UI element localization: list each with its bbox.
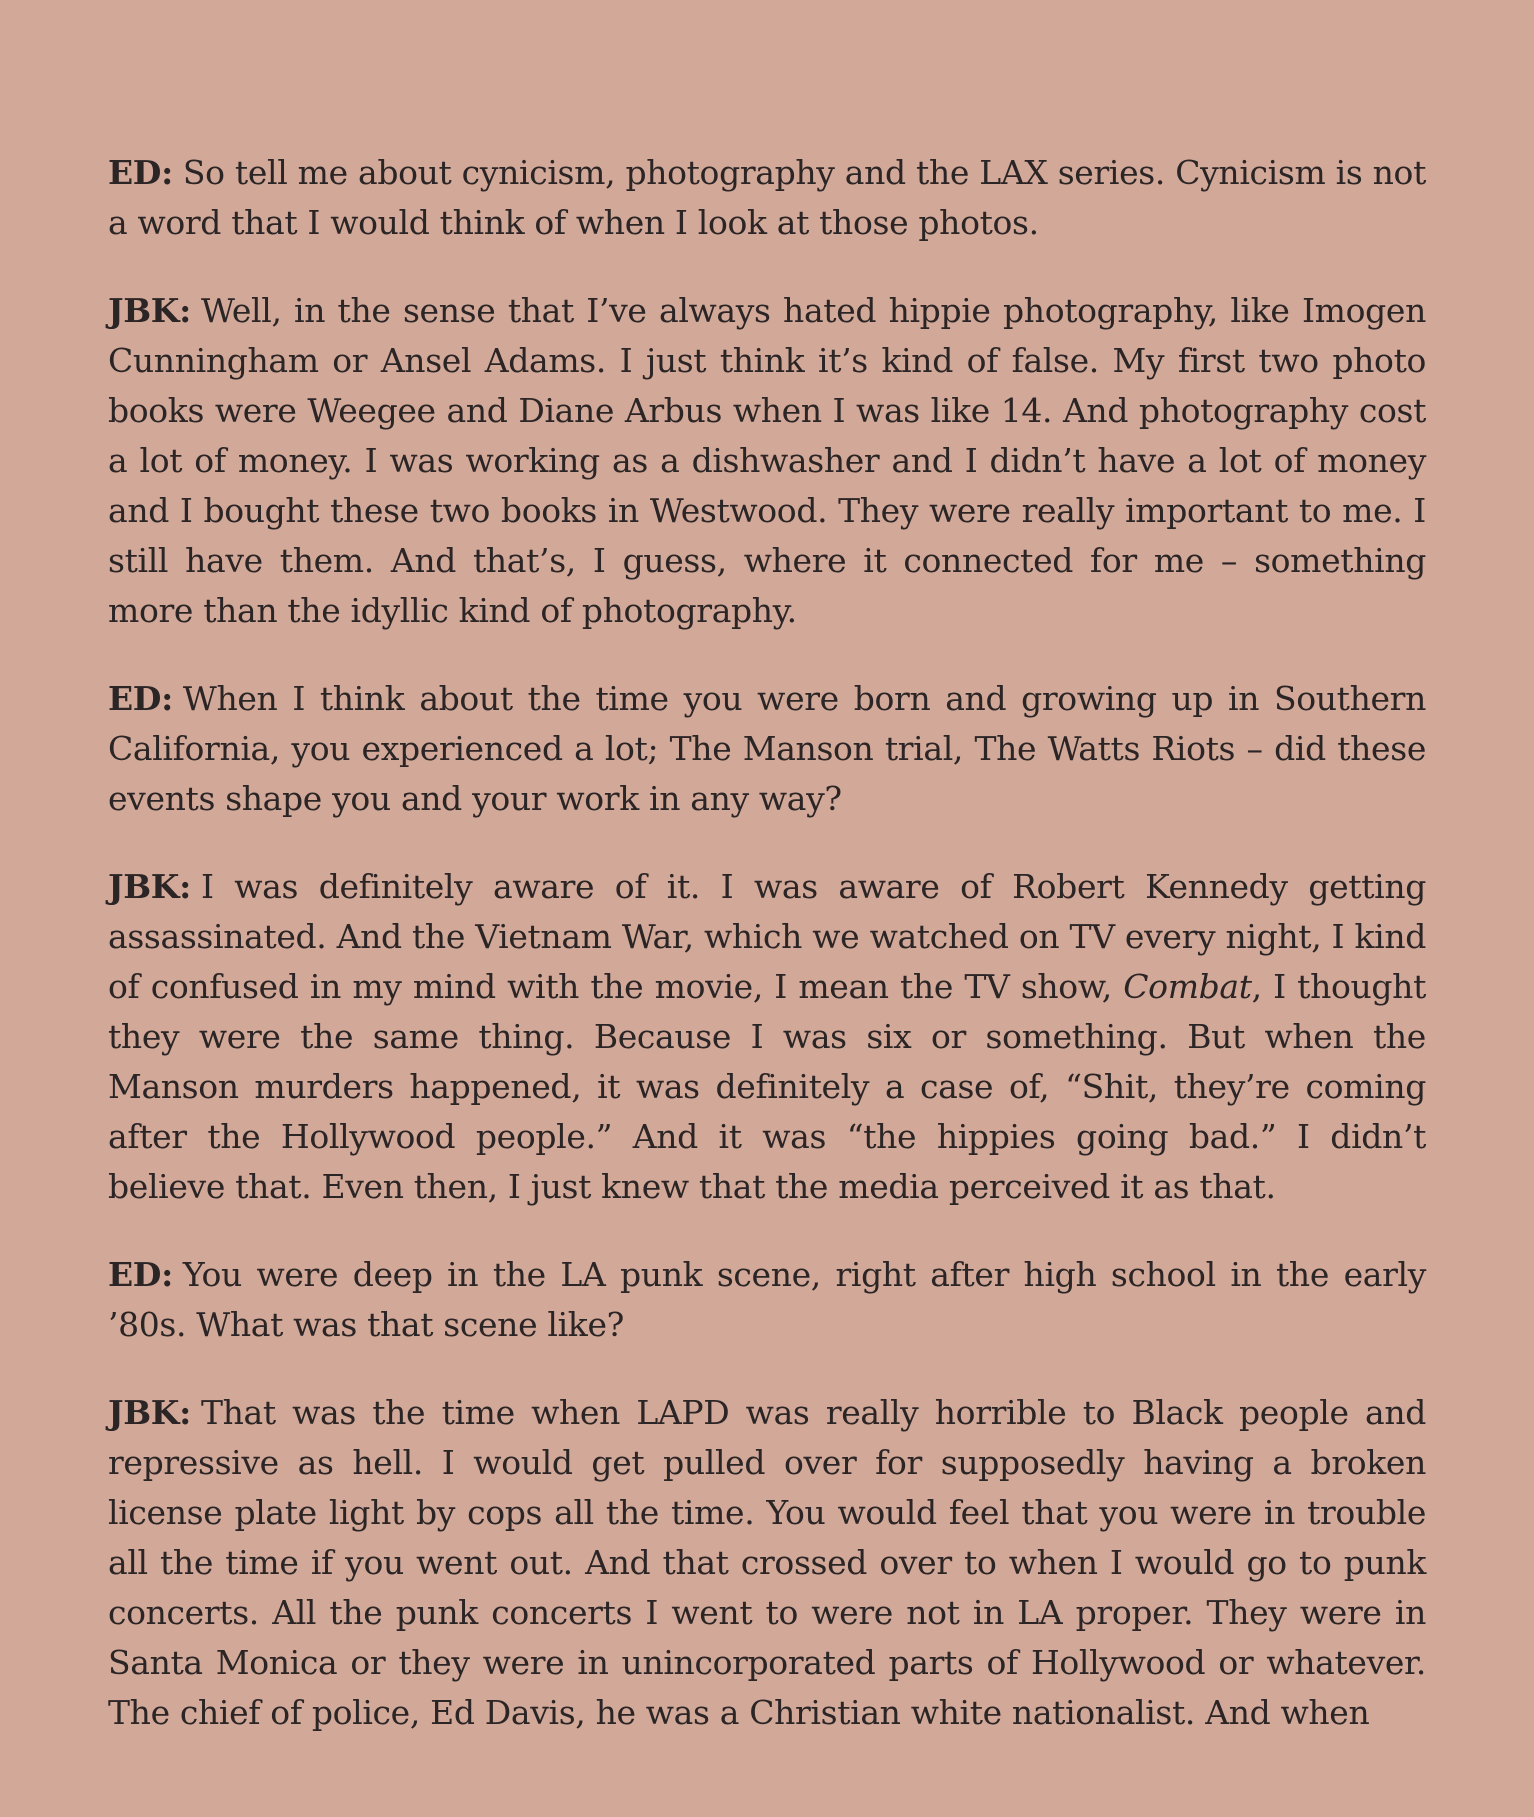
speaker-label: JBK: [108,867,191,906]
interview-paragraph-4 [108,862,1426,1212]
speaker-label: ED: [108,1255,173,1294]
interview-paragraph-6 [108,1388,1426,1738]
speaker-label: JBK: [108,291,191,330]
paragraph-text: You were deep in the LA punk scene, right after high school in the early ’80s. What was that scene like? [108,1255,1426,1344]
paragraph-text: So tell me about cynicism, photography and the LAX series. Cynicism is not a word that I would think of when I look at those photos. [108,153,1426,242]
interview-page [108,148,1426,1776]
speaker-label: ED: [108,153,173,192]
speaker-label: ED: [108,679,173,718]
paragraph-text: Well, in the sense that I’ve always hated hippie photography, like Imogen Cunningham or Ansel Adams. I just think it’s kind of false. My first two photo books were Weegee and Diane Arbus when I was like 14. And photography cost a lot of money. I was working as a dishwasher and I didn’t have a lot of money and I bought these two books in Westwood. They were really important to me. I still have them. And that’s, I guess, where it connected for me – something more than the idyllic kind of photography. [108,291,1426,630]
speaker-label: JBK: [108,1393,191,1432]
interview-paragraph-3 [108,674,1426,824]
tv-show-title: Combat [1123,967,1252,1006]
paragraph-text: When I think about the time you were born and growing up in Southern California, you experienced a lot; The Manson trial, The Watts Riots – did these events shape you and your work in any way? [108,679,1426,818]
paragraph-text: That was the time when LAPD was really horrible to Black people and repressive as hell. I would get pulled over for supposedly having a broken license plate light by cops all the time. You would feel that you were in trouble all the time if you went out. And that crossed over to when I would go to punk concerts. All the punk concerts I went to were not in LA proper. They were in Santa Monica or they were in unincorporated parts of Hollywood or whatever. The chief of police, Ed Davis, he was a Christian white nationalist. And when [108,1393,1426,1732]
interview-paragraph-2 [108,286,1426,636]
interview-paragraph-1 [108,148,1426,248]
interview-paragraph-5 [108,1250,1426,1350]
paragraph-text: I was definitely aware of it. I was aware of Robert Kennedy getting assassinated. And the Vietnam War, which we watched on TV every night, I kind of confused in my mind with the movie, I mean the TV show, [108,867,1426,1006]
paragraph-text-continued: , I thought they were the same thing. Because I was six or something. But when the Manson murders happened, it was definitely a case of, “Shit, they’re coming after the Hollywood people.” And it was “the hippies going bad.” I didn’t believe that. Even then, I just knew that the media perceived it as that. [108,967,1426,1206]
